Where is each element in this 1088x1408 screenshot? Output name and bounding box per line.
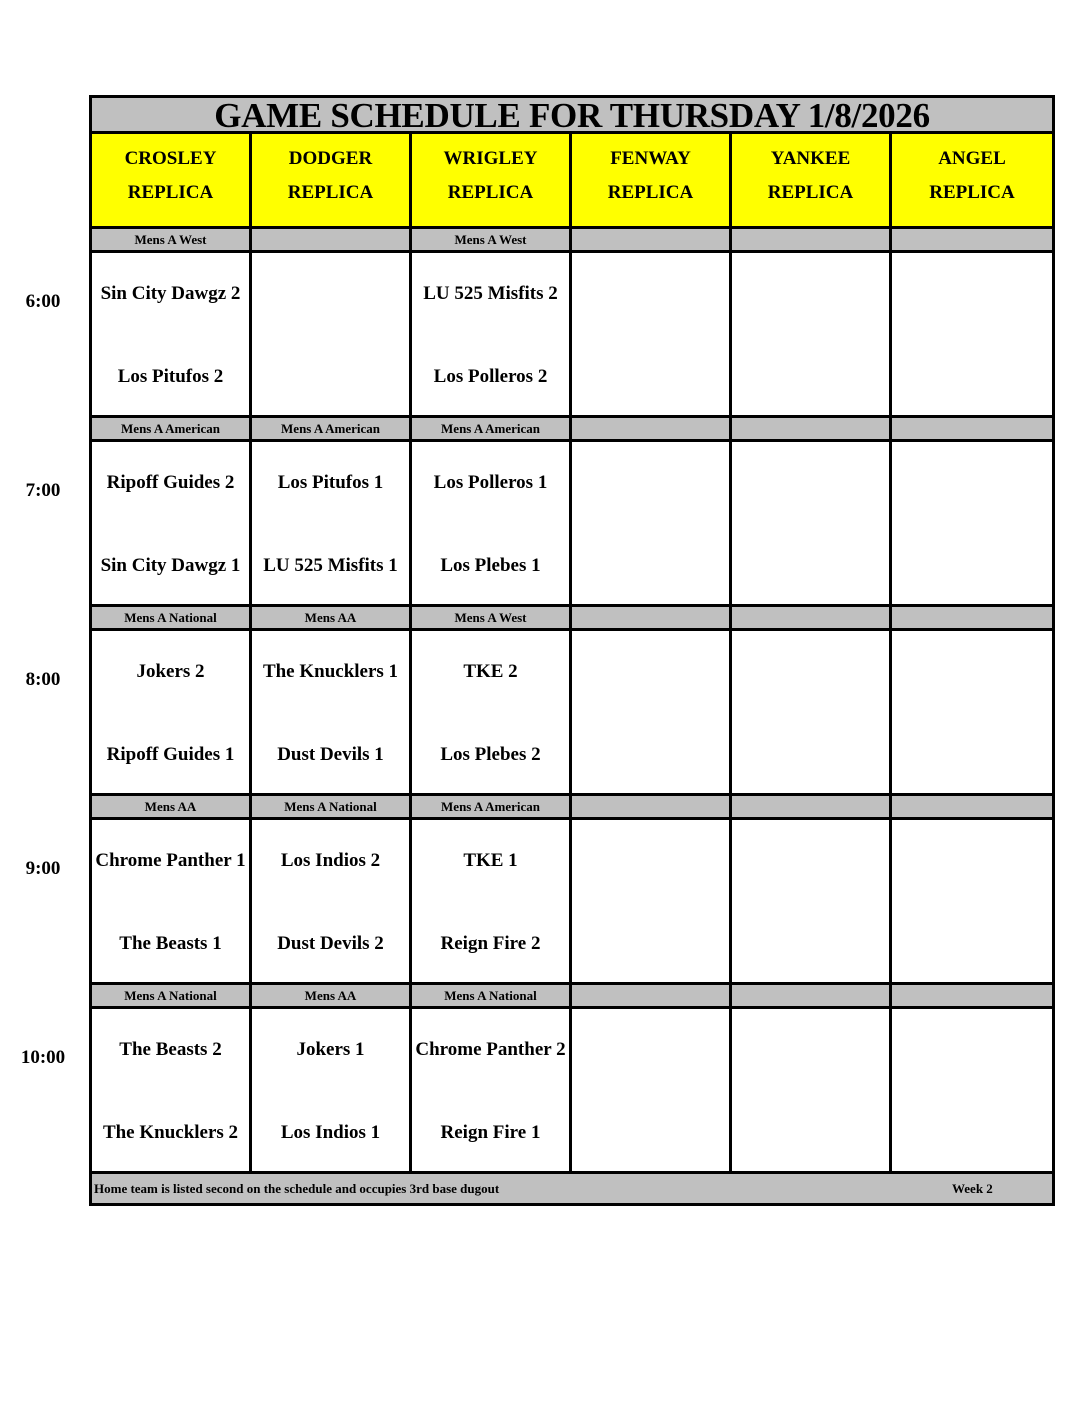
- game-cell: [412, 631, 572, 793]
- field-header-wrigley: [412, 134, 572, 226]
- time-label: 9:00: [25, 858, 61, 879]
- division-label: Mens AA: [252, 607, 412, 628]
- game-cell: [892, 820, 1052, 982]
- home-team: [734, 730, 887, 780]
- away-team: [894, 647, 1050, 697]
- division-label: Mens A American: [412, 418, 572, 439]
- schedule-sheet: [20, 95, 1055, 1206]
- field-name: ANGEL: [938, 148, 1006, 169]
- home-team: [574, 352, 727, 402]
- division-row: [92, 607, 1052, 631]
- field-type: REPLICA: [767, 182, 854, 203]
- schedule-title: GAME SCHEDULE FOR THURSDAY 1/8/2026: [92, 98, 1052, 134]
- game-cell: [412, 253, 572, 415]
- division-row: [92, 985, 1052, 1009]
- schedule-footer: [92, 1174, 1052, 1203]
- game-cell: [252, 631, 412, 793]
- field-name: DODGER: [288, 148, 373, 169]
- time-slot-block: [25, 796, 1052, 985]
- away-team: Sin City Dawgz 2: [100, 283, 241, 304]
- division-label: [252, 229, 412, 250]
- division-label: [892, 796, 1052, 817]
- away-team: [894, 269, 1050, 319]
- time-label: 6:00: [25, 291, 61, 312]
- division-row: [92, 229, 1052, 253]
- home-team: The Knucklers 2: [102, 1122, 239, 1143]
- game-cell: [572, 253, 732, 415]
- away-team: Los Indios 2: [280, 850, 381, 871]
- division-row: [92, 418, 1052, 442]
- division-label: Mens A National: [252, 796, 412, 817]
- time-slot-block: [25, 607, 1052, 796]
- away-team: Los Polleros 1: [433, 472, 548, 493]
- division-label: Mens A West: [412, 607, 572, 628]
- division-row: [92, 796, 1052, 820]
- away-team: [574, 269, 727, 319]
- time-slots: [20, 229, 1052, 1174]
- game-cell: [92, 1009, 252, 1171]
- division-label: Mens A National: [412, 985, 572, 1006]
- division-label: [892, 229, 1052, 250]
- field-name: CROSLEY: [124, 148, 217, 169]
- game-cell: [892, 631, 1052, 793]
- game-row: [92, 820, 1052, 985]
- field-name: WRIGLEY: [443, 148, 538, 169]
- away-team: TKE 2: [463, 661, 518, 682]
- field-header-row: [92, 134, 1052, 229]
- field-header-dodger: [252, 134, 412, 226]
- field-header-fenway: [572, 134, 732, 226]
- away-team: The Beasts 2: [119, 1039, 222, 1060]
- division-label: Mens A West: [92, 229, 252, 250]
- game-cell: [732, 820, 892, 982]
- game-cell: [892, 1009, 1052, 1171]
- game-row: [92, 253, 1052, 418]
- home-team: Dust Devils 1: [277, 744, 384, 765]
- game-cell: [892, 253, 1052, 415]
- home-team: [894, 541, 1050, 591]
- time-label: 10:00: [20, 1047, 66, 1068]
- away-team: [254, 269, 407, 319]
- game-cell: [252, 1009, 412, 1171]
- away-team: Chrome Panther 1: [95, 850, 246, 871]
- game-cell: [572, 442, 732, 604]
- division-label: [732, 985, 892, 1006]
- time-label: 8:00: [25, 669, 61, 690]
- home-team: [574, 541, 727, 591]
- game-cell: [892, 442, 1052, 604]
- division-label: Mens A American: [92, 418, 252, 439]
- home-team: Reign Fire 2: [440, 933, 541, 954]
- away-team: [894, 458, 1050, 508]
- time-slot-block: [25, 418, 1052, 607]
- division-label: [572, 985, 732, 1006]
- away-team: Los Pitufos 1: [277, 472, 384, 493]
- field-type: REPLICA: [607, 182, 694, 203]
- home-team: [574, 1108, 727, 1158]
- division-label: [732, 796, 892, 817]
- away-team: Chrome Panther 2: [415, 1039, 566, 1060]
- division-label: Mens AA: [92, 796, 252, 817]
- away-team: [734, 836, 887, 886]
- division-label: Mens A National: [92, 985, 252, 1006]
- home-team: [734, 541, 887, 591]
- home-team: LU 525 Misfits 1: [263, 555, 398, 576]
- game-cell: [572, 820, 732, 982]
- game-cell: [92, 253, 252, 415]
- game-cell: [732, 442, 892, 604]
- game-cell: [732, 1009, 892, 1171]
- away-team: [894, 1025, 1050, 1075]
- game-cell: [412, 1009, 572, 1171]
- game-cell: [92, 631, 252, 793]
- home-team: [574, 919, 727, 969]
- home-team: Reign Fire 1: [440, 1122, 541, 1143]
- game-cell: [412, 820, 572, 982]
- game-cell: [732, 631, 892, 793]
- away-team: TKE 1: [463, 850, 518, 871]
- field-type: REPLICA: [447, 182, 534, 203]
- field-name: FENWAY: [610, 148, 691, 169]
- division-label: [732, 229, 892, 250]
- away-team: LU 525 Misfits 2: [423, 283, 558, 304]
- away-team: [574, 836, 727, 886]
- home-team: [734, 919, 887, 969]
- game-cell: [572, 631, 732, 793]
- game-cell: [732, 253, 892, 415]
- field-type: REPLICA: [287, 182, 374, 203]
- field-name: YANKEE: [770, 148, 851, 169]
- division-label: Mens A American: [412, 796, 572, 817]
- field-header-crosley: [92, 134, 252, 226]
- field-type: REPLICA: [127, 182, 214, 203]
- home-team: Sin City Dawgz 1: [100, 555, 241, 576]
- division-label: [572, 229, 732, 250]
- home-team: Los Plebes 2: [440, 744, 541, 765]
- game-cell: [92, 442, 252, 604]
- home-team: [734, 1108, 887, 1158]
- away-team: The Knucklers 1: [262, 661, 399, 682]
- home-team: [894, 352, 1050, 402]
- game-cell: [412, 442, 572, 604]
- game-cell: [92, 820, 252, 982]
- field-header-yankee: [732, 134, 892, 226]
- home-team: Los Indios 1: [280, 1122, 381, 1143]
- game-cell: [252, 253, 412, 415]
- division-label: [572, 418, 732, 439]
- division-label: [732, 418, 892, 439]
- home-team: Los Plebes 1: [440, 555, 541, 576]
- away-team: [574, 458, 727, 508]
- home-team: [574, 730, 727, 780]
- game-row: [92, 631, 1052, 796]
- away-team: Ripoff Guides 2: [106, 472, 235, 493]
- week-label: Week 2: [952, 1181, 993, 1196]
- away-team: [734, 1025, 887, 1075]
- division-label: [892, 985, 1052, 1006]
- division-label: [572, 607, 732, 628]
- away-team: [734, 458, 887, 508]
- home-team: [894, 730, 1050, 780]
- division-label: Mens A West: [412, 229, 572, 250]
- game-cell: [572, 1009, 732, 1171]
- time-label: 7:00: [25, 480, 61, 501]
- division-label: [732, 607, 892, 628]
- away-team: [574, 647, 727, 697]
- home-team: [894, 919, 1050, 969]
- away-team: Jokers 1: [296, 1039, 365, 1060]
- game-cell: [252, 442, 412, 604]
- home-team: Dust Devils 2: [277, 933, 384, 954]
- division-label: [892, 607, 1052, 628]
- home-team: The Beasts 1: [119, 933, 222, 954]
- home-team: [734, 352, 887, 402]
- game-row: [92, 1009, 1052, 1174]
- home-team: Los Pitufos 2: [117, 366, 224, 387]
- away-team: [734, 647, 887, 697]
- division-label: Mens A National: [92, 607, 252, 628]
- division-label: [892, 418, 1052, 439]
- home-team-note: Home team is listed second on the schedule and occupies 3rd base dugout: [94, 1181, 500, 1196]
- field-header-angel: [892, 134, 1052, 226]
- game-cell: [252, 820, 412, 982]
- away-team: [734, 269, 887, 319]
- away-team: [574, 1025, 727, 1075]
- time-slot-block: [25, 229, 1052, 418]
- away-team: [894, 836, 1050, 886]
- home-team: Los Polleros 2: [433, 366, 548, 387]
- home-team: Ripoff Guides 1: [106, 744, 235, 765]
- division-label: Mens AA: [252, 985, 412, 1006]
- division-label: Mens A American: [252, 418, 412, 439]
- home-team: [254, 352, 407, 402]
- away-team: Jokers 2: [136, 661, 205, 682]
- division-label: [572, 796, 732, 817]
- game-row: [92, 442, 1052, 607]
- field-type: REPLICA: [929, 182, 1015, 203]
- home-team: [894, 1108, 1050, 1158]
- time-slot-block: [20, 985, 1052, 1174]
